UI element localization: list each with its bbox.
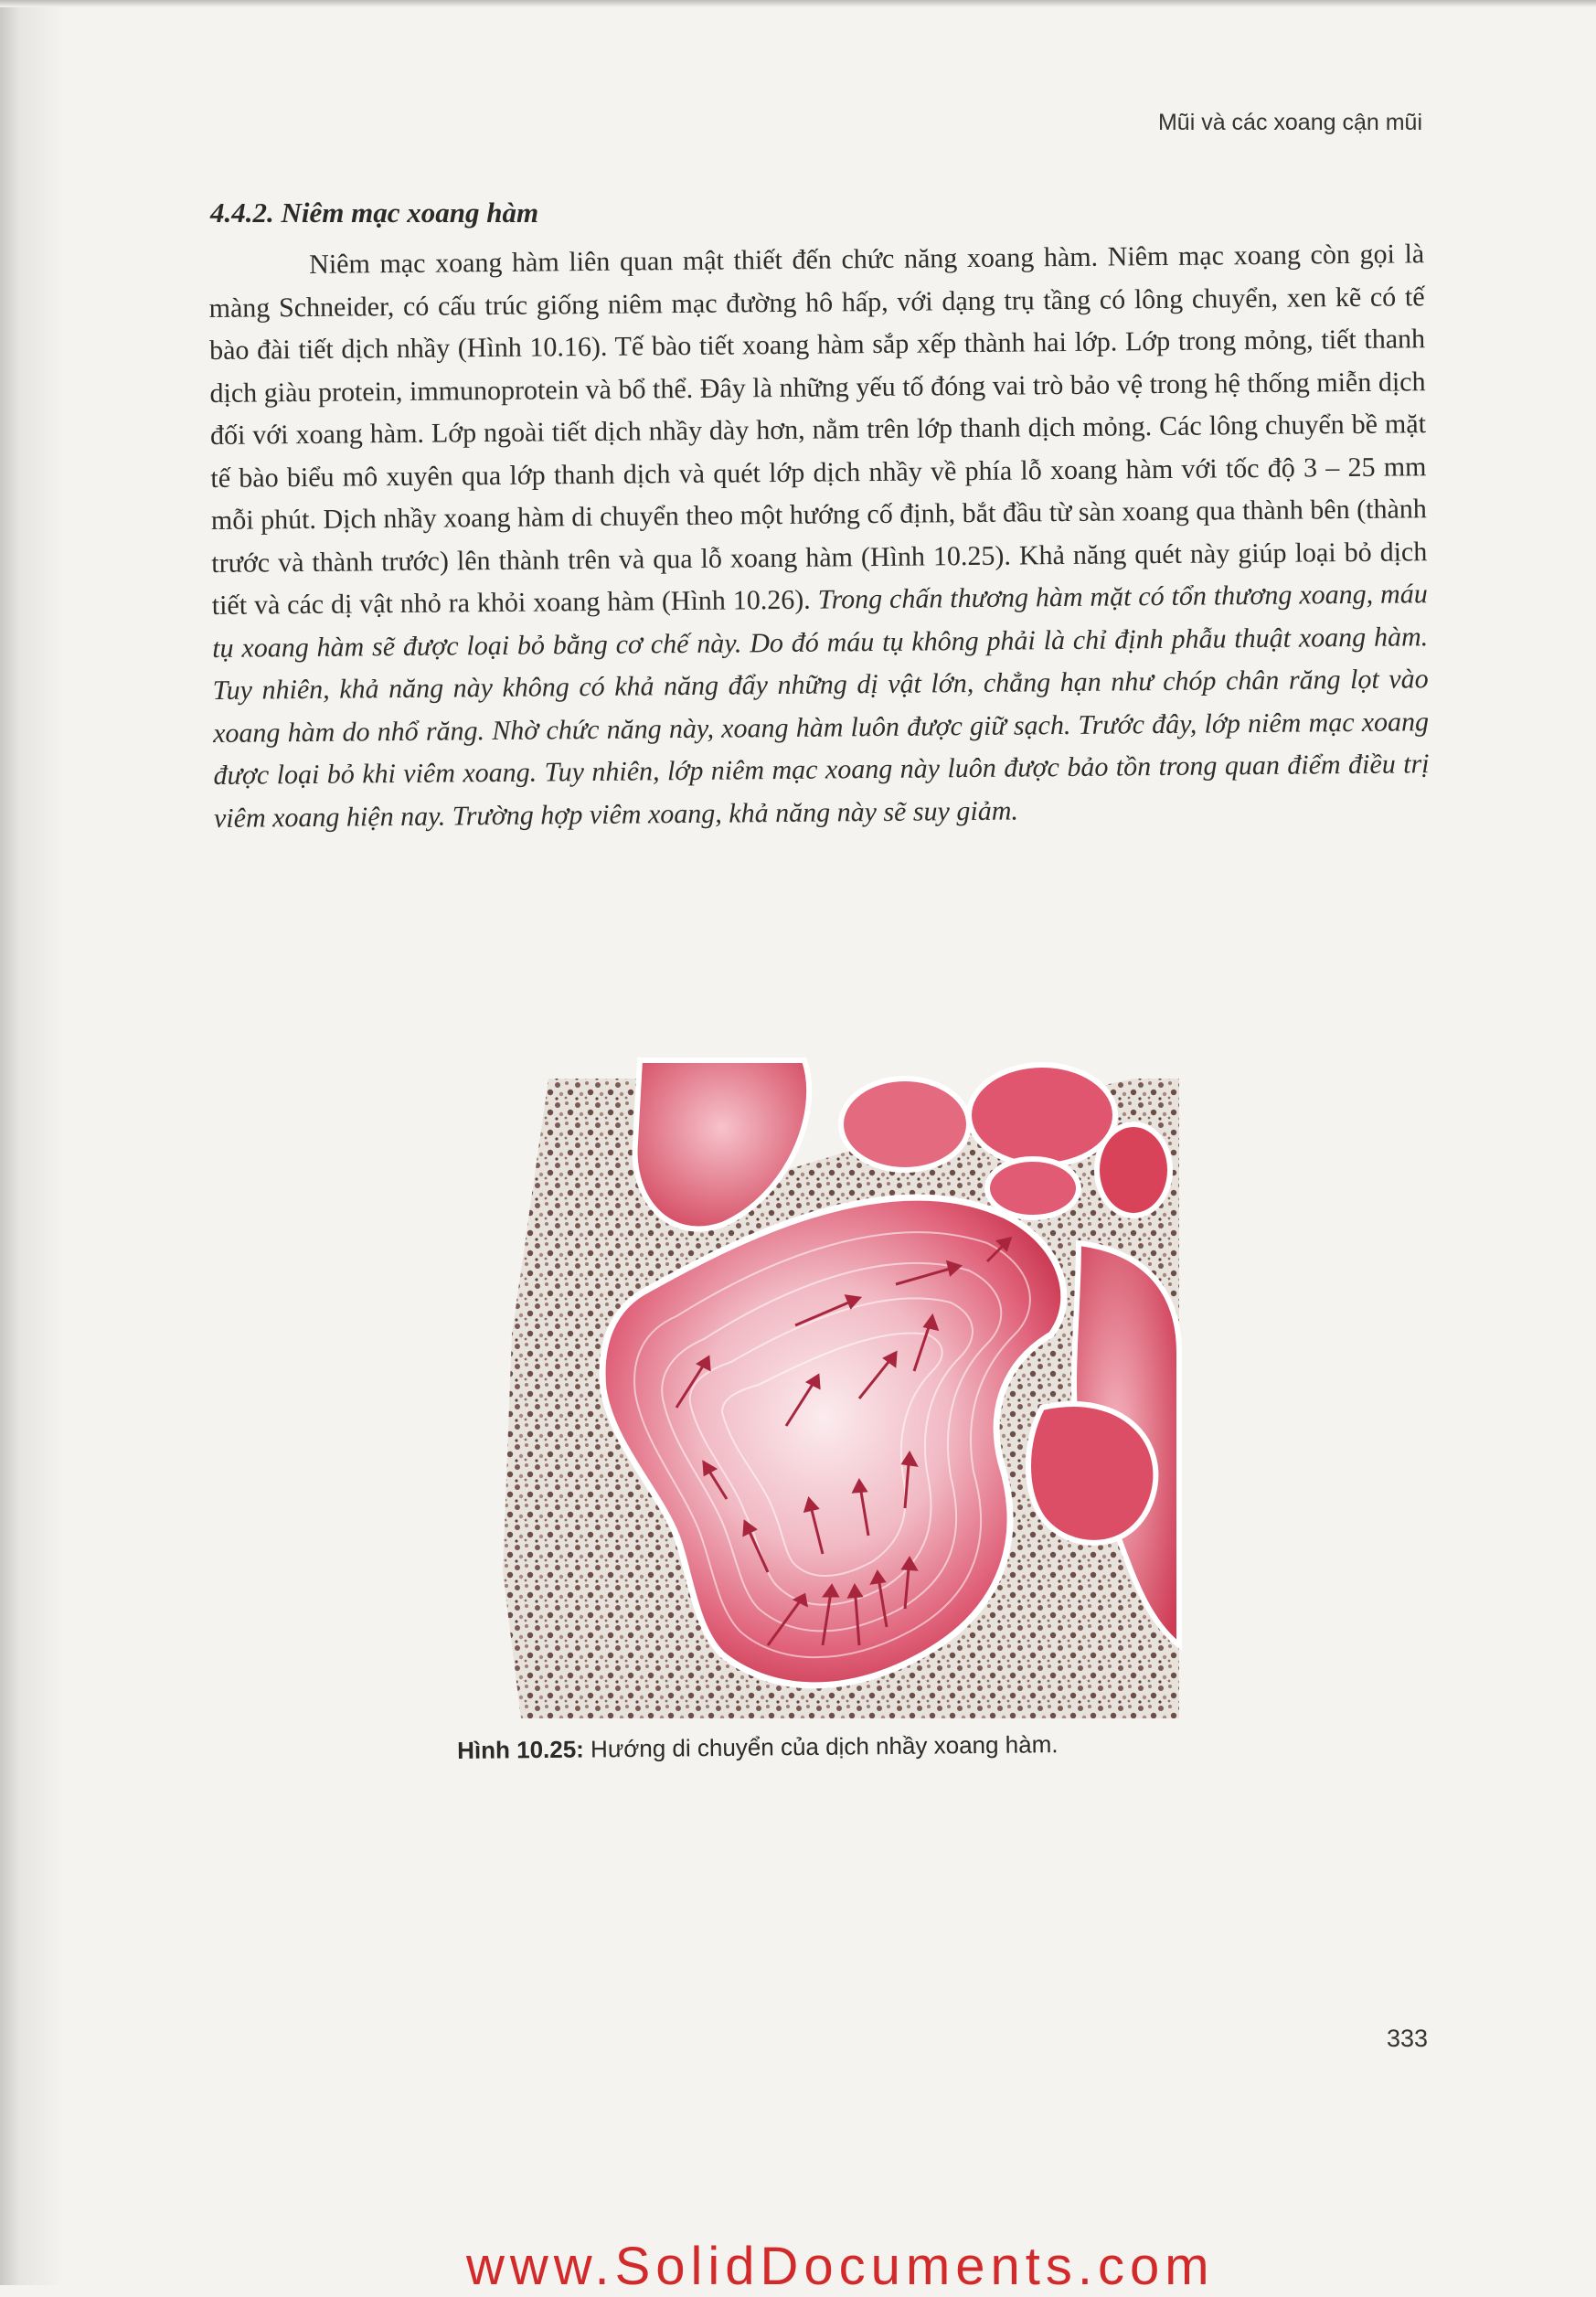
watermark-text: www.SolidDocuments.com: [466, 2237, 1215, 2296]
page-gutter-shadow: [0, 0, 64, 2285]
maxillary-sinus-figure: [494, 1060, 1179, 1718]
section-heading: 4.4.2. Niêm mạc xoang hàm: [210, 197, 539, 229]
ethmoid-cell: [987, 1159, 1079, 1218]
ethmoid-cell: [969, 1065, 1115, 1165]
paragraph-italic-text: Trong chấn thương hàm mặt có tổn thương xoang, máu tụ xoang hàm sẽ được loại bỏ bằng cơ chế này. Do đó máu tụ không phải là chỉ định phẫu thuật xoang hàm. Tuy nhiên, khả năng này không có khả năng đẩy những dị vật lớn, chẳng hạn như chóp chân răng lọt vào xoang hàm do nhổ răng. Nhờ chức năng này, xoang hàm luôn được giữ sạch. Trước đây, lớp niêm mạc xoang được loại bỏ khi viêm xoang. Tuy nhiên, lớp niêm mạc xoang này luôn được bảo tồn trong quan điểm điều trị viêm xoang hiện nay. Trường hợp viêm xoang, khả năng này sẽ suy giảm.: [212, 579, 1430, 834]
page-number: 333: [1386, 2025, 1428, 2052]
page-top-edge: [0, 0, 1596, 7]
body-paragraph: [208, 233, 1430, 840]
figure-caption: [457, 1730, 1059, 1765]
turbinate: [1028, 1404, 1155, 1543]
caption-label: Hình 10.25:: [457, 1735, 585, 1764]
maxillary-sinus-illustration: [494, 1060, 1179, 1718]
ethmoid-cell: [1097, 1124, 1170, 1216]
running-header: Mũi và các xoang cận mũi: [1157, 110, 1422, 135]
paragraph-normal-text: Niêm mạc xoang hàm liên quan mật thiết đến chức năng xoang hàm. Niêm mạc xoang còn gọi là màng Schneider, có cấu trúc giống niêm mạc đường hô hấp, với dạng trụ tầng có lông chuyển, xen kẽ có tế bào đài tiết dịch nhầy (Hình 10.16). Tế bào tiết xoang hàm sắp xếp thành hai lớp. Lớp trong mỏng, tiết thanh dịch giàu protein, immunoprotein và bổ thể. Đây là những yếu tố đóng vai trò bảo vệ trong hệ thống miễn dịch đối với xoang hàm. Lớp ngoài tiết dịch nhầy dày hơn, nằm trên lớp thanh dịch mỏng. Các lông chuyển bề mặt tế bào biểu mô xuyên qua lớp thanh dịch và quét lớp dịch nhầy về phía lỗ xoang hàm với tốc độ 3 – 25 mm mỗi phút. Dịch nhầy xoang hàm di chuyển theo một hướng cố định, bắt đầu từ sàn xoang qua thành bên (thành trước và thành trước) lên thành trên và qua lỗ xoang hàm (Hình 10.25). Khả năng quét này giúp loại bỏ dịch tiết và các dị vật nhỏ ra khỏi xoang hàm (Hình 10.26).: [208, 239, 1428, 621]
caption-text: Hướng di chuyển của dịch nhầy xoang hàm.: [583, 1730, 1059, 1763]
ethmoid-cell: [841, 1079, 969, 1170]
watermark: [466, 2228, 1215, 2296]
